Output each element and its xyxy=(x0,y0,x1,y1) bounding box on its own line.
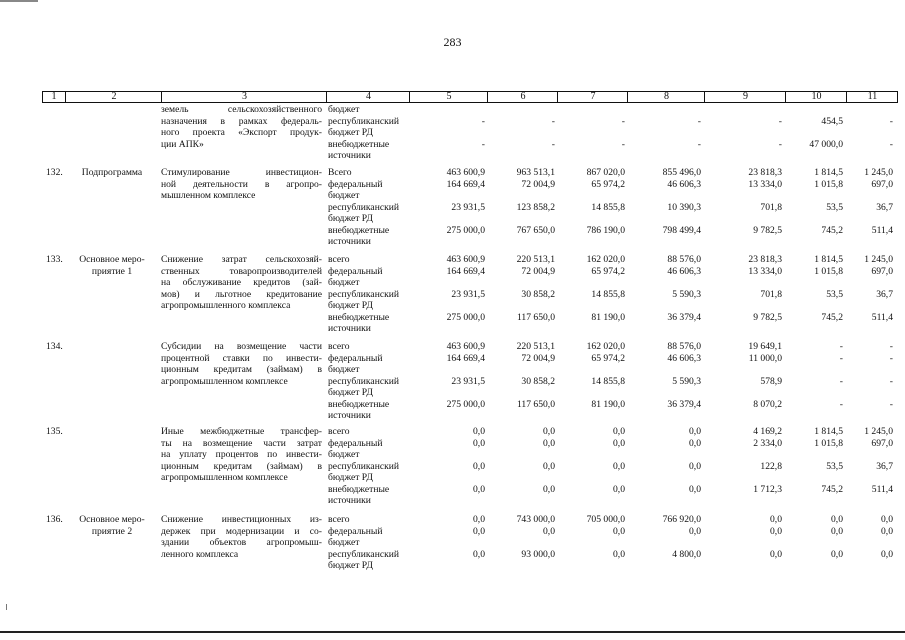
value-cell: 10 390,3 xyxy=(667,201,701,213)
row-number: 135. xyxy=(46,426,63,437)
value-cell: 0,0 xyxy=(770,548,782,560)
value-cell: 1 245,0 xyxy=(864,426,893,437)
funding-source-label: республиканский xyxy=(328,375,400,387)
funding-source-label: внебюджетные xyxy=(328,483,390,495)
value-cell: - xyxy=(889,115,893,127)
value-cell: 0,0 xyxy=(831,514,843,525)
funding-source-label: источники xyxy=(328,323,371,334)
value-cell: 9 782,5 xyxy=(753,224,782,236)
value-cell: - xyxy=(889,138,893,150)
value-cell: 23 931,5 xyxy=(451,201,485,213)
value-cell: 0,0 xyxy=(473,514,485,525)
value-cell: - xyxy=(621,138,625,150)
funding-source-label: всего xyxy=(328,426,350,437)
value-cell: - xyxy=(889,352,893,364)
value-cell: 162 020,0 xyxy=(586,254,625,265)
description-line: агропромышленном комплексе xyxy=(161,375,288,387)
scan-border-bottom xyxy=(0,631,905,633)
value-cell: - xyxy=(839,375,843,387)
page-number: 283 xyxy=(443,35,462,49)
value-cell: 745,2 xyxy=(821,224,843,236)
value-cell: 88 576,0 xyxy=(667,254,701,265)
value-cell: 0,0 xyxy=(831,548,843,560)
funding-source-label: бюджет РД xyxy=(328,472,373,483)
funding-source-label: республиканский xyxy=(328,288,400,300)
value-cell: 14 855,8 xyxy=(591,288,625,300)
value-cell: 0,0 xyxy=(473,460,485,472)
value-cell: 0,0 xyxy=(881,548,893,560)
value-cell: 1 814,5 xyxy=(814,254,843,265)
funding-source-label: федеральный xyxy=(328,437,383,449)
value-cell: 36,7 xyxy=(876,288,893,300)
value-cell: - xyxy=(697,115,701,127)
value-cell: 0,0 xyxy=(689,426,701,437)
value-cell: 47 000,0 xyxy=(809,138,843,150)
value-cell: 697,0 xyxy=(871,437,893,449)
value-cell: 123 858,2 xyxy=(516,201,555,213)
value-cell: 30 858,2 xyxy=(521,375,555,387)
value-cell: 0,0 xyxy=(473,548,485,560)
value-cell: 0,0 xyxy=(831,525,843,537)
description-line: ты на возмещение части затрат xyxy=(161,437,322,449)
value-cell: 46 606,3 xyxy=(667,178,701,190)
value-cell: 5 590,3 xyxy=(672,375,701,387)
program-line: приятие 1 xyxy=(91,265,133,277)
funding-source-label: бюджет xyxy=(328,104,360,115)
value-cell: 745,2 xyxy=(821,311,843,323)
description-line: процентной ставки по инвести- xyxy=(161,352,322,364)
description-line: ционным кредитам (займам) в xyxy=(161,460,322,472)
value-cell: 13 334,0 xyxy=(748,265,782,277)
value-cell: 697,0 xyxy=(871,178,893,190)
header-col-3: 3 xyxy=(161,92,327,102)
funding-source-label: бюджет xyxy=(328,537,360,548)
header-col-6: 6 xyxy=(487,92,558,102)
value-cell: 72 004,9 xyxy=(521,265,555,277)
value-cell: 0,0 xyxy=(473,525,485,537)
value-cell: 578,9 xyxy=(760,375,782,387)
funding-source-label: бюджет РД xyxy=(328,300,373,311)
value-cell: 23 931,5 xyxy=(451,375,485,387)
value-cell: 0,0 xyxy=(613,460,625,472)
value-cell: 697,0 xyxy=(871,265,893,277)
value-cell: 36,7 xyxy=(876,201,893,213)
row-number: 134. xyxy=(46,341,63,352)
funding-source-label: внебюджетные xyxy=(328,224,390,236)
row-number: 136. xyxy=(46,514,63,525)
funding-source-label: республиканский xyxy=(328,460,400,472)
funding-source-label: всего xyxy=(328,514,350,525)
funding-source-label: бюджет РД xyxy=(328,387,373,398)
value-cell: 0,0 xyxy=(770,514,782,525)
description-line: Снижение инвестиционных из- xyxy=(161,514,322,525)
value-cell: 13 334,0 xyxy=(748,178,782,190)
value-cell: 766 920,0 xyxy=(662,514,701,525)
value-cell: 511,4 xyxy=(871,483,893,495)
value-cell: 1 245,0 xyxy=(864,254,893,265)
value-cell: 23 931,5 xyxy=(451,288,485,300)
funding-source-label: источники xyxy=(328,150,371,161)
funding-source-label: республиканский xyxy=(328,548,400,560)
value-cell: 36 379,4 xyxy=(667,311,701,323)
description-line: Снижение затрат сельскохозяй- xyxy=(161,254,322,265)
value-cell: 786 190,0 xyxy=(586,224,625,236)
funding-source-label: бюджет xyxy=(328,364,360,375)
value-cell: 454,5 xyxy=(821,115,843,127)
value-cell: 53,5 xyxy=(826,460,843,472)
value-cell: 14 855,8 xyxy=(591,201,625,213)
funding-source-label: внебюджетные xyxy=(328,311,390,323)
description-line: ной деятельности в агропро- xyxy=(161,178,322,190)
value-cell: 46 606,3 xyxy=(667,265,701,277)
value-cell: 23 818,3 xyxy=(748,254,782,265)
row-number: 133. xyxy=(46,254,63,265)
value-cell: - xyxy=(889,375,893,387)
funding-source-label: федеральный xyxy=(328,265,383,277)
value-cell: 36,7 xyxy=(876,460,893,472)
value-cell: 81 190,0 xyxy=(591,398,625,410)
value-cell: 81 190,0 xyxy=(591,311,625,323)
description-line: ционным кредитам (займам) в xyxy=(161,364,322,375)
value-cell: 855 496,0 xyxy=(662,167,701,178)
header-col-5: 5 xyxy=(409,92,488,102)
value-cell: - xyxy=(778,115,782,127)
value-cell: 5 590,3 xyxy=(672,288,701,300)
value-cell: 0,0 xyxy=(689,437,701,449)
value-cell: 19 649,1 xyxy=(748,341,782,352)
program-line: Подпрограмма xyxy=(81,167,143,178)
scan-mark-left xyxy=(6,604,7,610)
value-cell: 963 513,1 xyxy=(516,167,555,178)
value-cell: 0,0 xyxy=(543,460,555,472)
description-line: ственных товаропроизводителей xyxy=(161,265,322,277)
value-cell: 162 020,0 xyxy=(586,341,625,352)
header-col-1: 1 xyxy=(51,91,57,102)
value-cell: 53,5 xyxy=(826,201,843,213)
value-cell: 65 974,2 xyxy=(591,178,625,190)
header-col-7: 7 xyxy=(557,92,628,102)
value-cell: 164 669,4 xyxy=(446,178,485,190)
value-cell: 4 800,0 xyxy=(672,548,701,560)
value-cell: 117 650,0 xyxy=(516,398,555,410)
description-line: земель сельскохозяйственного xyxy=(161,104,322,115)
value-cell: 220 513,1 xyxy=(516,341,555,352)
value-cell: - xyxy=(839,341,843,352)
value-cell: 53,5 xyxy=(826,288,843,300)
value-cell: 72 004,9 xyxy=(521,178,555,190)
program-line: Основное меро- xyxy=(79,514,145,525)
funding-source-label: всего xyxy=(328,254,350,265)
table-header xyxy=(42,91,898,103)
value-cell: 0,0 xyxy=(881,514,893,525)
value-cell: 511,4 xyxy=(871,224,893,236)
value-cell: 2 334,0 xyxy=(753,437,782,449)
value-cell: 220 513,1 xyxy=(516,254,555,265)
value-cell: 275 000,0 xyxy=(446,398,485,410)
program-line: приятие 2 xyxy=(91,525,133,537)
program-line: Основное меро- xyxy=(79,254,145,265)
description-line: Иные межбюджетные трансфер- xyxy=(161,426,322,437)
value-cell: 46 606,3 xyxy=(667,352,701,364)
value-cell: 463 600,9 xyxy=(446,167,485,178)
value-cell: 1 814,5 xyxy=(814,426,843,437)
value-cell: 122,8 xyxy=(760,460,782,472)
funding-source-label: источники xyxy=(328,236,371,247)
funding-source-label: бюджет РД xyxy=(328,560,373,571)
header-col-2: 2 xyxy=(65,92,162,102)
value-cell: 0,0 xyxy=(689,460,701,472)
funding-source-label: источники xyxy=(328,495,371,506)
value-cell: 0,0 xyxy=(543,525,555,537)
value-cell: 11 000,0 xyxy=(748,352,782,364)
funding-source-label: федеральный xyxy=(328,525,383,537)
value-cell: 164 669,4 xyxy=(446,265,485,277)
value-cell: 701,8 xyxy=(760,288,782,300)
value-cell: 1 015,8 xyxy=(814,265,843,277)
description-line: на уплату процентов по инвести- xyxy=(161,449,322,460)
funding-source-label: всего xyxy=(328,341,350,352)
value-cell: 0,0 xyxy=(613,426,625,437)
value-cell: 0,0 xyxy=(543,426,555,437)
description-line: Субсидии на возмещение части xyxy=(161,341,322,352)
description-line: на обслуживание кредитов (зай- xyxy=(161,277,322,288)
description-line: ции АПК» xyxy=(161,138,204,150)
value-cell: 767 650,0 xyxy=(516,224,555,236)
value-cell: 0,0 xyxy=(689,483,701,495)
value-cell: - xyxy=(889,341,893,352)
funding-source-label: источники xyxy=(328,410,371,421)
value-cell: 164 669,4 xyxy=(446,352,485,364)
description-line: здании объектов агропромыш- xyxy=(161,537,322,548)
description-line: держек при модернизации и со- xyxy=(161,525,322,537)
value-cell: 0,0 xyxy=(881,525,893,537)
value-cell: 275 000,0 xyxy=(446,224,485,236)
value-cell: - xyxy=(839,398,843,410)
value-cell: 463 600,9 xyxy=(446,254,485,265)
value-cell: 0,0 xyxy=(543,437,555,449)
value-cell: 0,0 xyxy=(613,483,625,495)
value-cell: 0,0 xyxy=(613,548,625,560)
description-line: Стимулирование инвестицион- xyxy=(161,167,322,178)
header-col-4: 4 xyxy=(326,92,410,102)
header-col-9: 9 xyxy=(704,92,786,102)
description-line: мов) и льготное кредитование xyxy=(161,288,322,300)
value-cell: - xyxy=(551,138,555,150)
funding-source-label: республиканский xyxy=(328,115,400,127)
value-cell: 798 499,4 xyxy=(662,224,701,236)
description-line: агропромышленного комплекса xyxy=(161,300,291,311)
value-cell: 8 070,2 xyxy=(753,398,782,410)
funding-source-label: федеральный xyxy=(328,178,383,190)
value-cell: 4 169,2 xyxy=(753,426,782,437)
funding-source-label: внебюджетные xyxy=(328,398,390,410)
value-cell: 0,0 xyxy=(689,525,701,537)
value-cell: - xyxy=(839,352,843,364)
value-cell: 30 858,2 xyxy=(521,288,555,300)
value-cell: - xyxy=(551,115,555,127)
scan-mark-top xyxy=(0,0,38,2)
value-cell: 705 000,0 xyxy=(586,514,625,525)
value-cell: 867 020,0 xyxy=(586,167,625,178)
value-cell: 463 600,9 xyxy=(446,341,485,352)
value-cell: 23 818,3 xyxy=(748,167,782,178)
value-cell: 72 004,9 xyxy=(521,352,555,364)
row-number: 132. xyxy=(46,167,63,178)
value-cell: 1 814,5 xyxy=(814,167,843,178)
value-cell: 701,8 xyxy=(760,201,782,213)
value-cell: 1 015,8 xyxy=(814,178,843,190)
funding-source-label: Всего xyxy=(328,167,352,178)
description-line: агропромышленном комплексе xyxy=(161,472,288,483)
value-cell: 65 974,2 xyxy=(591,265,625,277)
value-cell: - xyxy=(481,115,485,127)
value-cell: 1 245,0 xyxy=(864,167,893,178)
funding-source-label: бюджет xyxy=(328,190,360,201)
value-cell: 275 000,0 xyxy=(446,311,485,323)
value-cell: 1 015,8 xyxy=(814,437,843,449)
value-cell: 1 712,3 xyxy=(753,483,782,495)
value-cell: 745,2 xyxy=(821,483,843,495)
value-cell: 93 000,0 xyxy=(521,548,555,560)
funding-source-label: бюджет xyxy=(328,277,360,288)
value-cell: 511,4 xyxy=(871,311,893,323)
value-cell: - xyxy=(481,138,485,150)
description-line: назначения в рамках федераль- xyxy=(161,115,322,127)
value-cell: 0,0 xyxy=(770,525,782,537)
value-cell: 0,0 xyxy=(543,483,555,495)
funding-source-label: федеральный xyxy=(328,352,383,364)
funding-source-label: внебюджетные xyxy=(328,138,390,150)
value-cell: - xyxy=(697,138,701,150)
value-cell: 0,0 xyxy=(473,437,485,449)
value-cell: 14 855,8 xyxy=(591,375,625,387)
value-cell: - xyxy=(621,115,625,127)
header-col-10: 10 xyxy=(785,92,847,102)
funding-source-label: бюджет РД xyxy=(328,127,373,138)
description-line: ного проекта «Экспорт продук- xyxy=(161,127,322,138)
header-col-11: 11 xyxy=(846,92,898,102)
value-cell: 743 000,0 xyxy=(516,514,555,525)
value-cell: 0,0 xyxy=(613,437,625,449)
value-cell: 0,0 xyxy=(473,483,485,495)
description-line: мышленном комплексе xyxy=(161,190,256,201)
value-cell: - xyxy=(889,398,893,410)
header-col-8: 8 xyxy=(627,92,705,102)
funding-source-label: бюджет xyxy=(328,449,360,460)
description-line: ленного комплекса xyxy=(161,548,239,560)
value-cell: 36 379,4 xyxy=(667,398,701,410)
value-cell: 9 782,5 xyxy=(753,311,782,323)
funding-source-label: республиканский xyxy=(328,201,400,213)
value-cell: 65 974,2 xyxy=(591,352,625,364)
value-cell: 117 650,0 xyxy=(516,311,555,323)
value-cell: - xyxy=(778,138,782,150)
funding-source-label: бюджет РД xyxy=(328,213,373,224)
value-cell: 0,0 xyxy=(613,525,625,537)
value-cell: 88 576,0 xyxy=(667,341,701,352)
value-cell: 0,0 xyxy=(473,426,485,437)
